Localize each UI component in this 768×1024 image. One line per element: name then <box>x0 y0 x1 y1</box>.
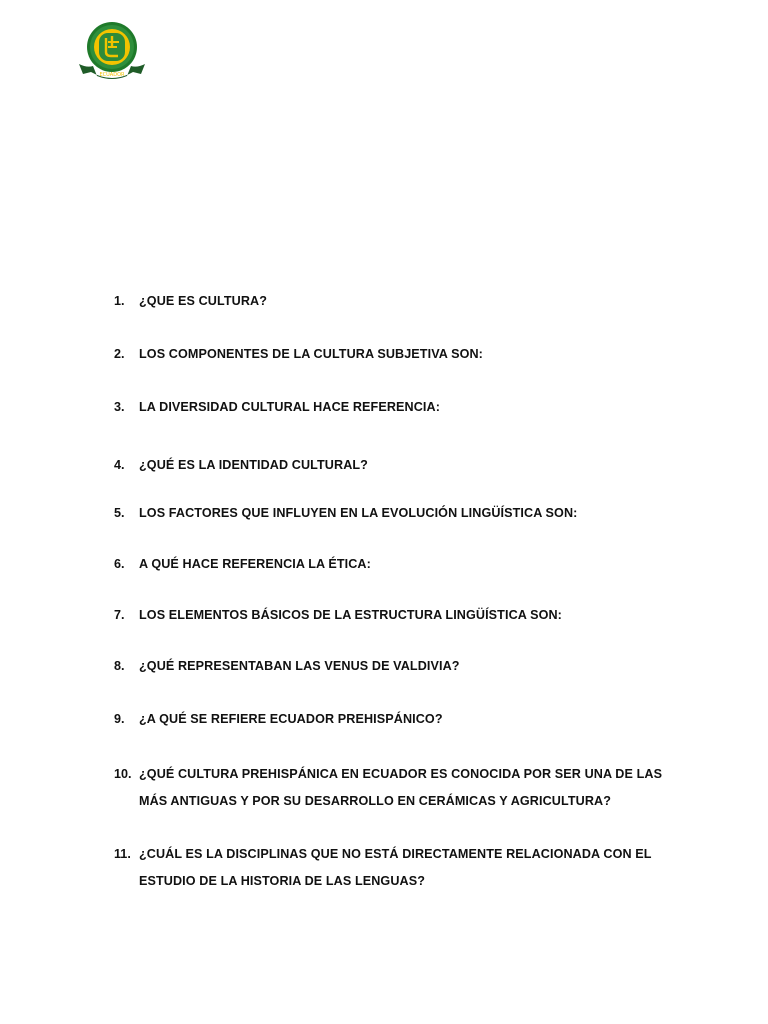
question-number: 10. <box>114 767 132 781</box>
question-number: 5. <box>114 506 125 520</box>
question-number: 2. <box>114 347 125 361</box>
question-text: LOS ELEMENTOS BÁSICOS DE LA ESTRUCTURA LINGÜÍSTICA SON: <box>139 608 562 622</box>
question-number: 3. <box>114 400 125 414</box>
question-number: 11. <box>114 847 131 861</box>
question-text: ¿QUÉ REPRESENTABAN LAS VENUS DE VALDIVIA? <box>139 659 460 673</box>
question-text: ¿QUÉ ES LA IDENTIDAD CULTURAL? <box>139 458 368 472</box>
question-item-5 <box>114 500 674 527</box>
question-item-3 <box>114 394 674 421</box>
question-text: ¿A QUÉ SE REFIERE ECUADOR PREHISPÁNICO? <box>139 712 443 726</box>
question-number: 7. <box>114 608 125 622</box>
question-number: 6. <box>114 557 125 571</box>
question-number: 1. <box>114 294 125 308</box>
question-item-10 <box>114 761 674 815</box>
question-item-9 <box>114 706 674 733</box>
question-text: A QUÉ HACE REFERENCIA LA ÉTICA: <box>139 557 371 571</box>
question-item-8 <box>114 653 674 680</box>
question-text: ¿QUÉ CULTURA PREHISPÁNICA EN ECUADOR ES CONOCIDA POR SER UNA DE LAS MÁS ANTIGUAS Y POR SU DESARROLLO EN CERÁMICAS Y AGRICULTURA? <box>139 767 663 808</box>
svg-text:ECUADOR: ECUADOR <box>99 72 125 78</box>
question-item-4 <box>114 452 674 479</box>
question-number: 4. <box>114 458 125 472</box>
question-item-11 <box>114 841 674 895</box>
question-item-1 <box>114 288 674 315</box>
question-text: ¿CUÁL ES LA DISCIPLINAS QUE NO ESTÁ DIRECTAMENTE RELACIONADA CON EL ESTUDIO DE LA HISTORIA DE LAS LENGUAS? <box>139 847 652 888</box>
question-number: 8. <box>114 659 125 673</box>
question-text: LOS FACTORES QUE INFLUYEN EN LA EVOLUCIÓN LINGÜÍSTICA SON: <box>139 506 578 520</box>
question-text: ¿QUE ES CULTURA? <box>139 294 267 308</box>
question-item-6 <box>114 551 674 578</box>
question-text: LA DIVERSIDAD CULTURAL HACE REFERENCIA: <box>139 400 441 414</box>
question-text: LOS COMPONENTES DE LA CULTURA SUBJETIVA SON: <box>139 347 483 361</box>
question-item-7 <box>114 602 674 629</box>
question-number: 9. <box>114 712 125 726</box>
question-item-2 <box>114 341 674 368</box>
